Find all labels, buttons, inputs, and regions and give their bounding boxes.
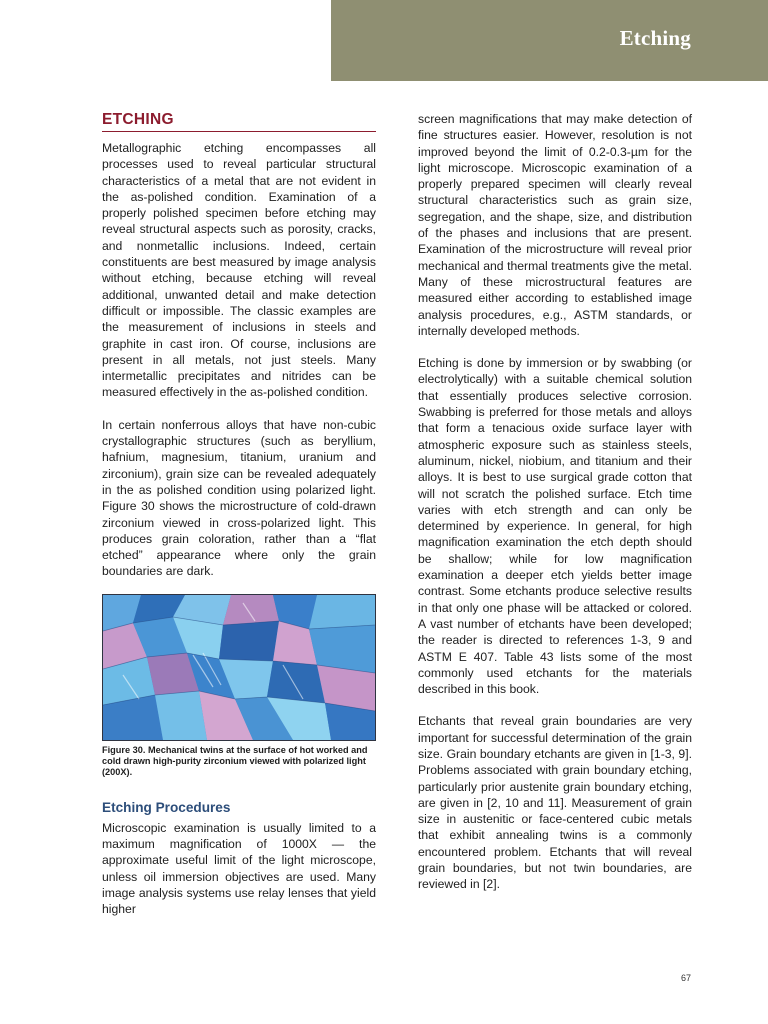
right-column <box>418 111 692 893</box>
paragraph: Metallographic etching encompasses all processes used to reveal particular structural characteristics of a metal that are not evident in the as-polished condition. Examination of a properly polished specimen before etching may reveal structural aspects such as porosity, cracks, and nonmetallic inclusions. Indeed, certain constituents are best measured by image analysis without etching, because etching will reveal additional, unwanted detail and make detection difficult or impossible. The classic examples are the measurement of inclusions in steels and graphite in cast iron. Of course, inclusions are present in all metals, not just steels. Many intermetallic precipitates and nitrides can be measured effectively in the as-polished condition. <box>102 141 376 400</box>
running-header-title: Etching <box>619 26 691 50</box>
micrograph-image <box>103 595 375 740</box>
paragraph: Microscopic examination is usually limited to a maximum magnification of 1000X — the approximate useful limit of the light microscope, unless oil immersion objectives are used. Many image analysis systems use relay lenses that yield higher <box>102 820 376 917</box>
paragraph: Etchants that reveal grain boundaries are very important for successful determination of the grain size. Grain boundary etchants are given in [1-3, 9]. Problems associated with grain boundary etching, particularly prior austenite grain boundary etching, are given in [2, 10 and 11]. Measurement of grain size in austenitic or face-centered cubic metals that exhibit annealing twins is a commonly encountered problem. Etchants that will reveal grain boundaries, but not twin boundaries, are reviewed in [2]. <box>418 714 692 892</box>
paragraph: In certain nonferrous alloys that have non-cubic crystallographic structures (such as beryllium, hafnium, magnesium, titanium, uranium and zirconium), grain size can be revealed adequately in the as polished condition using polarized light. Figure 30 shows the microstructure of cold-drawn zirconium viewed in cross-polarized light. This produces grain coloration, rather than a “flat etched” appearance where only the grain boundaries are dark. <box>102 417 376 579</box>
figure-30-micrograph <box>102 594 376 741</box>
paragraph: screen magnifications that may make detection of fine structures easier. However, resolution is not improved beyond the limit of 0.2-0.3-µm for the light microscope. Microscopic examination of a properly prepared specimen will clearly reveal structural characteristics such as grain size, segregation, and the shape, size, and distribution of the phases and inclusions that are present. Examination of the microstructure will reveal prior mechanical and thermal treatments give the metal. Many of these microstructural features are measured either according to established image analysis procedures, e.g., ASTM standards, or internally developed methods. <box>418 112 692 338</box>
section-heading: ETCHING <box>102 111 376 132</box>
page-number: 67 <box>681 973 692 983</box>
figure-caption: Figure 30. Mechanical twins at the surface of hot worked and cold drawn high-purity zirconium viewed with polarized light (200X). <box>102 744 368 777</box>
left-column <box>102 111 376 918</box>
header-band <box>331 0 768 81</box>
paragraph: Etching is done by immersion or by swabbing (or electrolytically) with a suitable chemical solution that essentially produces selective corrosion. Swabbing is preferred for those metals and alloys that form a tenacious oxide surface layer with atmospheric exposure such as stainless steels, aluminum, nickel, niobium, and titanium and their alloys. It is best to use surgical grade cotton that will not scratch the polished surface. Etch time varies with etch strength and can only be determined by experience. In general, for high magnification examination the etch depth should be shallow; while for low magnification examination a deeper etch yields better image contrast. Some etchants produce selective results in that only one phase will be attacked or colored. A vast number of etchants have been developed; the reader is directed to references 1-3, 9 and ASTM E 407. Table 43 lists some of the most commonly used etchants for the materials described in this book. <box>418 356 692 697</box>
subsection-heading: Etching Procedures <box>102 799 231 815</box>
